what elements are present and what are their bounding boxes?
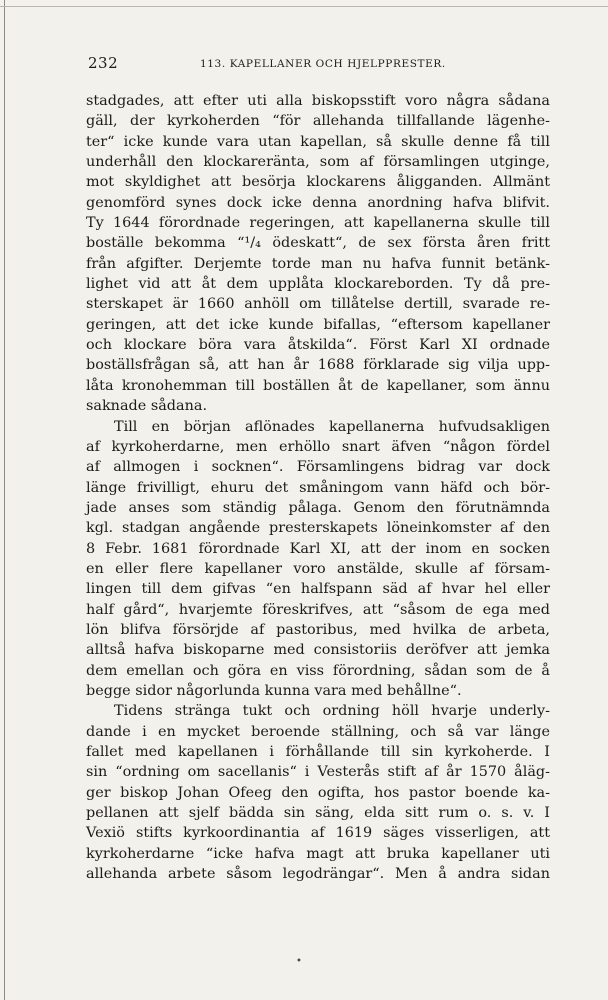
text-line: half gård“, hvarjemte föreskrifves, att “såsom de ega med: [86, 601, 550, 618]
text-line: geringen, att det icke kunde bifallas, “eftersom kapellaner: [86, 316, 550, 333]
text-line: ter“ icke kunde vara utan kapellan, så skulle denne få till: [86, 133, 550, 150]
text-line: boställe bekomma “¹/₄ ödeskatt“, de sex första åren fritt: [86, 235, 550, 252]
body-text: [86, 91, 550, 884]
footer-mark: •: [296, 956, 302, 967]
text-line: af kyrkoherdarne, men erhöllo snart äfven “någon fördel: [86, 438, 550, 455]
text-line: från afgifter. Derjemte torde man nu hafva funnit betänk-: [86, 255, 550, 272]
text-line: genomförd synes dock icke denna anordning hafva blifvit.: [86, 194, 550, 211]
text-line: kgl. stadgan angående presterskapets löneinkomster af den: [86, 520, 550, 537]
text-line: Till en början aflönades kapellanerna hufvudsakligen: [114, 418, 550, 435]
text-line: Tidens stränga tukt och ordning höll hvarje underly-: [114, 703, 550, 720]
text-line: boställsfrågan så, att han år 1688 förklarade sig vilja upp-: [86, 357, 550, 374]
text-line: saknade sådana.: [86, 398, 208, 415]
text-line: och klockare böra vara åtskilda“. Först Karl XI ordnade: [86, 337, 550, 354]
text-line: jade anses som ständig pålaga. Genom den förutnämnda: [86, 499, 550, 516]
text-line: en eller flere kapellaner voro anstälde, skulle af försam-: [86, 560, 550, 577]
text-line: Ty 1644 förordnade regeringen, att kapellanerna skulle till: [86, 215, 550, 232]
text-line: underhåll den klockareränta, som af församlingen utginge,: [86, 154, 550, 171]
text-line: lingen till dem gifvas “en halfspann säd af hvar hel eller: [86, 581, 550, 598]
text-line: sterskapet är 1660 anhöll om tillåtelse dertill, svarade re-: [86, 296, 550, 313]
text-line: fallet med kapellanen i förhållande till sin kyrkoherde. I: [86, 744, 550, 760]
text-line: kyrkoherdarne “icke hafva magt att bruka kapellaner uti: [86, 845, 550, 862]
text-line: lighet vid att åt dem upplåta klockareborden. Ty då pre-: [86, 276, 550, 293]
page-edge: [4, 0, 5, 1000]
text-line: alltså hafva biskoparne med consistoriis deröfver att jemka: [86, 642, 550, 659]
text-line: Vexiö stifts kyrkoordinantia af 1619 säges visserligen, att: [86, 825, 550, 842]
text-line: dande i en mycket beroende ställning, och så var länge: [86, 723, 550, 740]
text-line: dem emellan och göra en viss förordning, sådan som de å: [86, 662, 550, 679]
text-line: af allmogen i socknen“. Församlingens bidrag var dock: [86, 459, 550, 476]
text-line: 8 Febr. 1681 förordnade Karl XI, att der inom en socken: [86, 540, 550, 557]
text-line: begge sidor någorlunda kunna vara med behållne“.: [86, 682, 462, 699]
text-line: pellanen att sjelf bädda sin säng, elda sitt rum o. s. v. I: [86, 805, 550, 822]
text-line: länge frivilligt, ehuru det småningom vann häfd och bör-: [86, 479, 550, 496]
text-line: gäll, der kyrkoherden “för allehanda tillfallande lägenhe-: [86, 113, 550, 130]
text-line: stadgades, att efter uti alla biskopsstift voro några sådana: [86, 93, 550, 109]
page-number: 232: [88, 54, 119, 72]
text-line: allehanda arbete såsom legodrängar“. Men å andra sidan: [86, 866, 550, 883]
text-line: lön blifva försörjde af pastoribus, med hvilka de arbeta,: [86, 621, 550, 638]
text-line: ger biskop Johan Ofeeg den ogifta, hos pastor boende ka-: [86, 784, 550, 801]
text-line: låta kronohemman till boställen åt de kapellaner, som ännu: [86, 377, 550, 394]
running-head: 113. KAPELLANER OCH HJELPPRESTER.: [200, 58, 446, 70]
top-rule: [0, 6, 608, 7]
text-line: mot skyldighet att besörja klockarens åligganden. Allmänt: [86, 174, 550, 191]
page-header: [88, 52, 548, 74]
text-line: sin “ordning om sacellanis“ i Vesterås stift af år 1570 åläg-: [86, 764, 550, 781]
